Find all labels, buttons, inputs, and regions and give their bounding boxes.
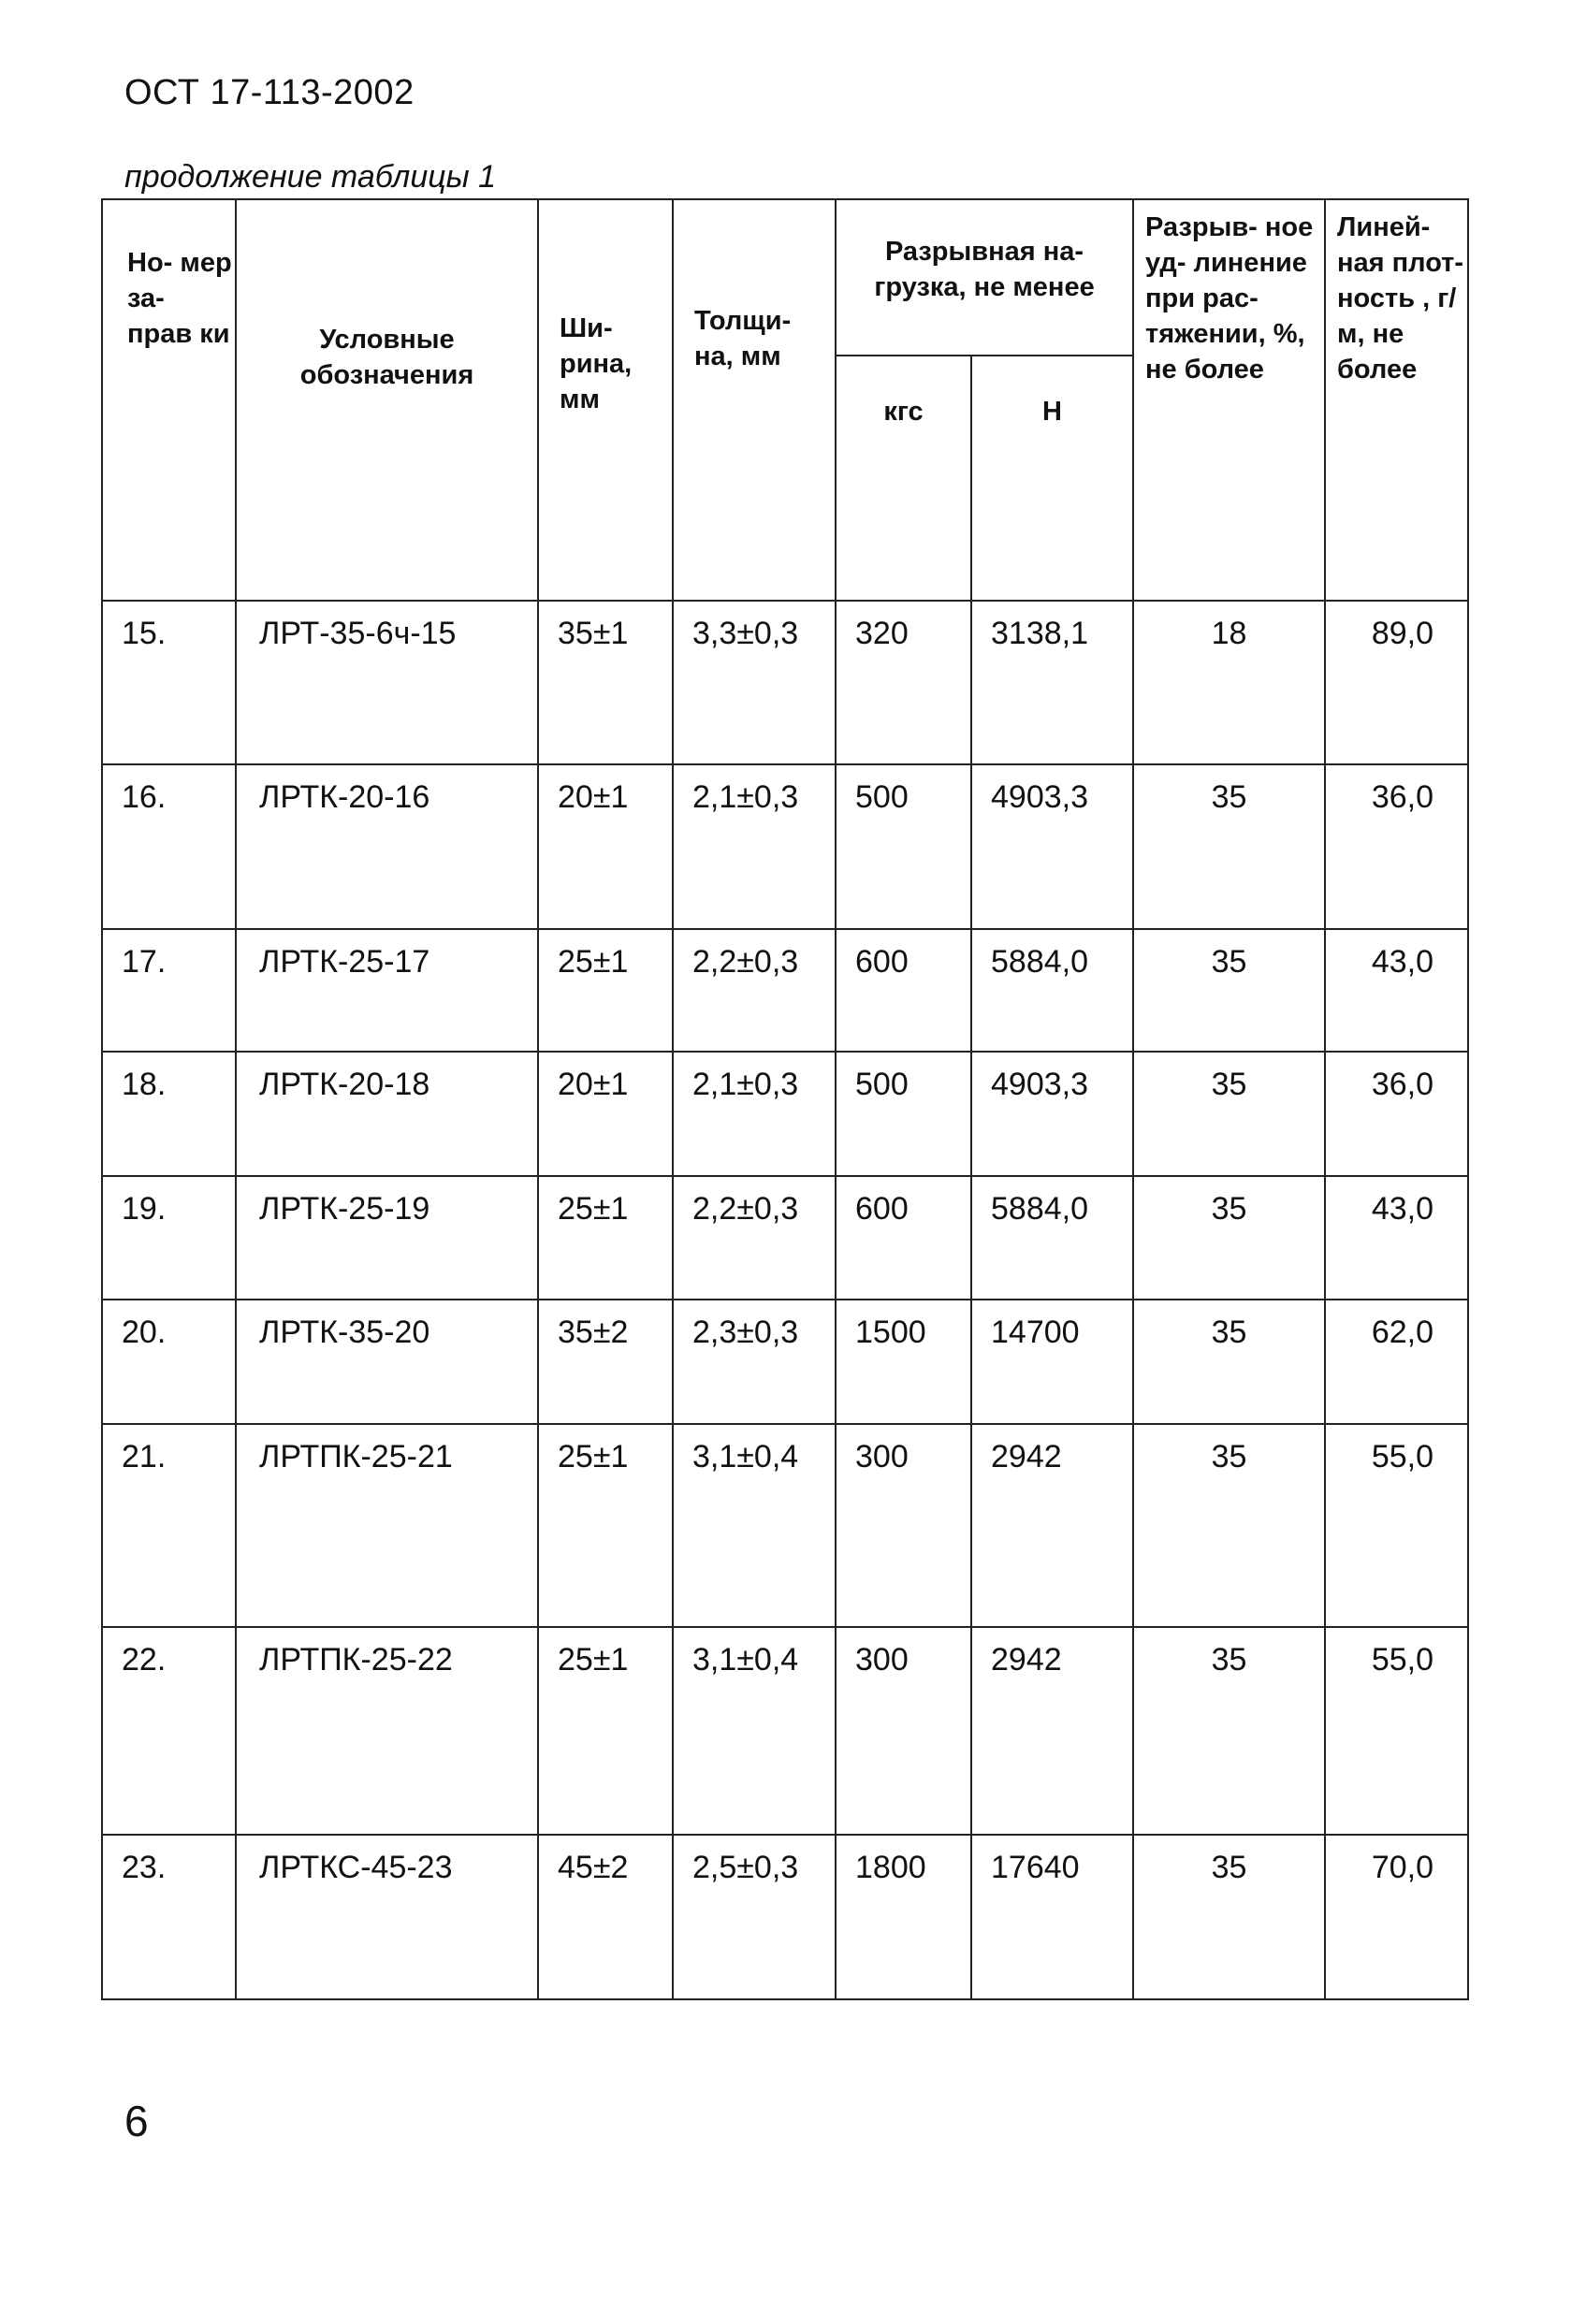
cell-kgs: 500 bbox=[836, 1052, 971, 1176]
cell-designation: ЛРТК-20-18 bbox=[236, 1052, 538, 1176]
header-linear-density: Линей- ная плот- ность , г/м, не более bbox=[1325, 199, 1468, 601]
cell-density: 43,0 bbox=[1325, 929, 1468, 1052]
cell-thickness: 2,3±0,3 bbox=[673, 1300, 836, 1424]
page-number: 6 bbox=[124, 2097, 149, 2145]
cell-num: 19. bbox=[102, 1176, 236, 1300]
cell-kgs: 320 bbox=[836, 601, 971, 764]
cell-kgs: 300 bbox=[836, 1627, 971, 1835]
cell-width: 25±1 bbox=[538, 1627, 673, 1835]
cell-thickness: 2,1±0,3 bbox=[673, 1052, 836, 1176]
cell-designation: ЛРТПК-25-21 bbox=[236, 1424, 538, 1627]
cell-designation: ЛРТ-35-6ч-15 bbox=[236, 601, 538, 764]
cell-thickness: 3,1±0,4 bbox=[673, 1424, 836, 1627]
cell-density: 36,0 bbox=[1325, 1052, 1468, 1176]
cell-newton: 2942 bbox=[971, 1627, 1133, 1835]
cell-newton: 4903,3 bbox=[971, 764, 1133, 929]
header-thickness: Толщи- на, мм bbox=[673, 199, 836, 601]
cell-newton: 2942 bbox=[971, 1424, 1133, 1627]
cell-newton: 17640 bbox=[971, 1835, 1133, 1999]
cell-designation: ЛРТК-20-16 bbox=[236, 764, 538, 929]
cell-elongation: 35 bbox=[1133, 1424, 1325, 1627]
cell-elongation: 35 bbox=[1133, 929, 1325, 1052]
table-row bbox=[102, 764, 1468, 929]
cell-num: 20. bbox=[102, 1300, 236, 1424]
table-row bbox=[102, 1835, 1468, 1999]
cell-designation: ЛРТК-25-17 bbox=[236, 929, 538, 1052]
cell-kgs: 600 bbox=[836, 1176, 971, 1300]
header-kgs: кгс bbox=[836, 356, 971, 601]
cell-newton: 14700 bbox=[971, 1300, 1133, 1424]
cell-designation: ЛРТКС-45-23 bbox=[236, 1835, 538, 1999]
header-breaking-load: Разрывная на- грузка, не менее bbox=[836, 199, 1133, 356]
document-code: ОСТ 17-113-2002 bbox=[124, 73, 415, 112]
spec-table bbox=[101, 198, 1469, 2000]
cell-width: 45±2 bbox=[538, 1835, 673, 1999]
cell-elongation: 35 bbox=[1133, 1835, 1325, 1999]
cell-width: 20±1 bbox=[538, 1052, 673, 1176]
cell-thickness: 2,2±0,3 bbox=[673, 1176, 836, 1300]
cell-density: 55,0 bbox=[1325, 1627, 1468, 1835]
table-row bbox=[102, 1424, 1468, 1627]
cell-num: 21. bbox=[102, 1424, 236, 1627]
cell-kgs: 600 bbox=[836, 929, 971, 1052]
cell-width: 35±2 bbox=[538, 1300, 673, 1424]
cell-designation: ЛРТК-35-20 bbox=[236, 1300, 538, 1424]
header-elongation: Разрыв- ное уд- линение при рас- тяжении, %, не более bbox=[1133, 199, 1325, 601]
table-caption: продолжение таблицы 1 bbox=[124, 159, 497, 195]
cell-elongation: 18 bbox=[1133, 601, 1325, 764]
cell-density: 55,0 bbox=[1325, 1424, 1468, 1627]
cell-elongation: 35 bbox=[1133, 1300, 1325, 1424]
cell-designation: ЛРТК-25-19 bbox=[236, 1176, 538, 1300]
cell-num: 22. bbox=[102, 1627, 236, 1835]
cell-elongation: 35 bbox=[1133, 1627, 1325, 1835]
cell-kgs: 500 bbox=[836, 764, 971, 929]
table-row bbox=[102, 601, 1468, 764]
cell-width: 35±1 bbox=[538, 601, 673, 764]
cell-kgs: 1800 bbox=[836, 1835, 971, 1999]
cell-elongation: 35 bbox=[1133, 764, 1325, 929]
cell-newton: 3138,1 bbox=[971, 601, 1133, 764]
table-body bbox=[102, 601, 1468, 1999]
cell-num: 18. bbox=[102, 1052, 236, 1176]
cell-newton: 5884,0 bbox=[971, 1176, 1133, 1300]
cell-width: 25±1 bbox=[538, 929, 673, 1052]
table-row bbox=[102, 929, 1468, 1052]
cell-elongation: 35 bbox=[1133, 1052, 1325, 1176]
cell-thickness: 2,5±0,3 bbox=[673, 1835, 836, 1999]
cell-width: 25±1 bbox=[538, 1424, 673, 1627]
cell-width: 25±1 bbox=[538, 1176, 673, 1300]
cell-designation: ЛРТПК-25-22 bbox=[236, 1627, 538, 1835]
header-newton: Н bbox=[971, 356, 1133, 601]
table-row bbox=[102, 1052, 1468, 1176]
table-row bbox=[102, 1300, 1468, 1424]
cell-density: 89,0 bbox=[1325, 601, 1468, 764]
header-width: Ши- рина, мм bbox=[538, 199, 673, 601]
cell-width: 20±1 bbox=[538, 764, 673, 929]
cell-density: 36,0 bbox=[1325, 764, 1468, 929]
cell-thickness: 3,1±0,4 bbox=[673, 1627, 836, 1835]
cell-elongation: 35 bbox=[1133, 1176, 1325, 1300]
cell-num: 15. bbox=[102, 601, 236, 764]
cell-density: 43,0 bbox=[1325, 1176, 1468, 1300]
cell-kgs: 1500 bbox=[836, 1300, 971, 1424]
cell-num: 17. bbox=[102, 929, 236, 1052]
cell-num: 23. bbox=[102, 1835, 236, 1999]
cell-newton: 5884,0 bbox=[971, 929, 1133, 1052]
cell-newton: 4903,3 bbox=[971, 1052, 1133, 1176]
cell-density: 62,0 bbox=[1325, 1300, 1468, 1424]
header-num: Но- мер за- прав ки bbox=[102, 199, 236, 601]
cell-density: 70,0 bbox=[1325, 1835, 1468, 1999]
table-row bbox=[102, 1627, 1468, 1835]
cell-thickness: 3,3±0,3 bbox=[673, 601, 836, 764]
cell-thickness: 2,1±0,3 bbox=[673, 764, 836, 929]
cell-thickness: 2,2±0,3 bbox=[673, 929, 836, 1052]
cell-num: 16. bbox=[102, 764, 236, 929]
table-row bbox=[102, 1176, 1468, 1300]
cell-kgs: 300 bbox=[836, 1424, 971, 1627]
header-designation: Условные обозначения bbox=[236, 199, 538, 601]
